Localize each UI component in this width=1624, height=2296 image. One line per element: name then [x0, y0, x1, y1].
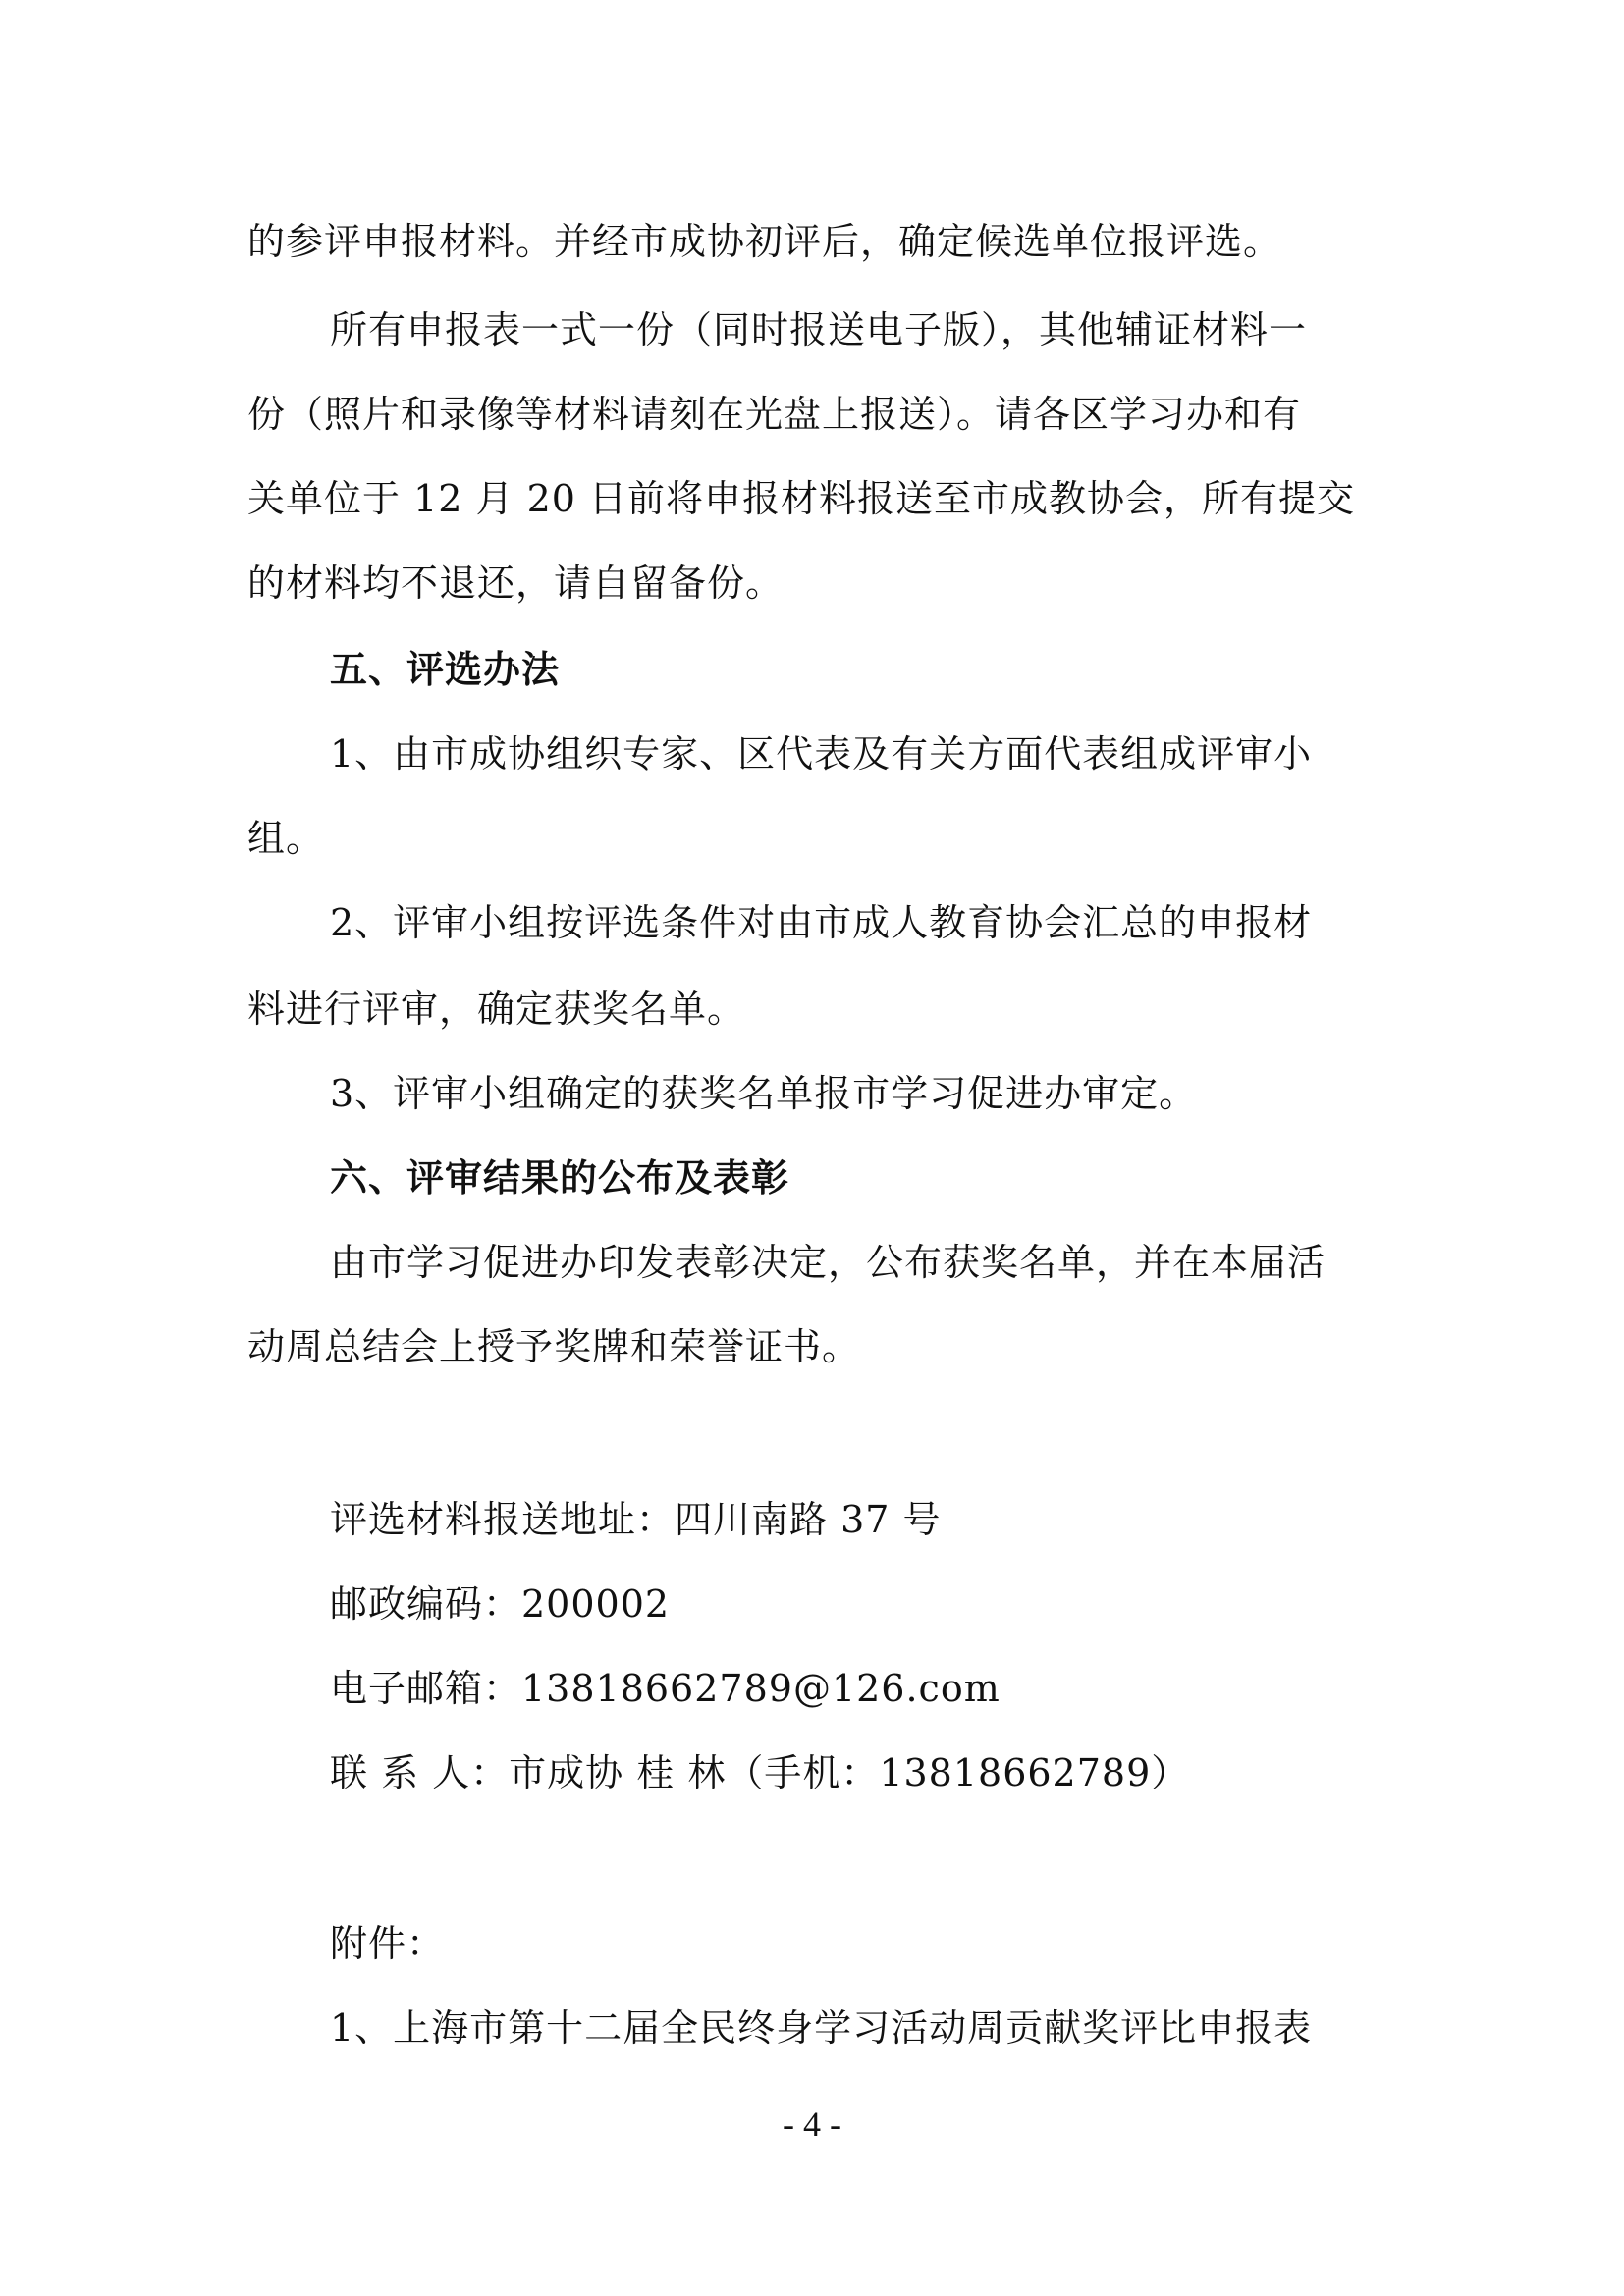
body-line: 组。: [247, 817, 325, 860]
page-number: - 4 -: [783, 2105, 841, 2144]
body-line: 由市学习促进办印发表彰决定，公布获奖名单，并在本届活: [330, 1241, 1326, 1284]
contact-address: 评选材料报送地址：四川南路 37 号: [330, 1498, 942, 1541]
contact-person: 联 系 人：市成协 桂 林（手机：13818662789）: [330, 1751, 1190, 1794]
body-line: 3、评审小组确定的获奖名单报市学习促进办审定。: [330, 1072, 1198, 1115]
body-line: 料进行评审，确定获奖名单。: [247, 988, 746, 1031]
body-line: 的材料均不退还，请自留备份。: [247, 561, 785, 605]
body-line: 1、由市成协组织专家、区代表及有关方面代表组成评审小: [330, 732, 1313, 775]
section-heading: 六、评审结果的公布及表彰: [330, 1155, 790, 1200]
contact-email: 电子邮箱：13818662789@126.com: [330, 1667, 1001, 1710]
body-line: 关单位于 12 月 20 日前将申报材料报送至市成教协会，所有提交: [247, 477, 1356, 520]
body-line: 的参评申报材料。并经市成协初评后，确定候选单位报评选。: [247, 220, 1282, 263]
body-line: 动周总结会上授予奖牌和荣誉证书。: [247, 1325, 861, 1368]
section-heading: 五、评选办法: [330, 647, 561, 691]
attachment-item: 1、上海市第十二届全民终身学习活动周贡献奖评比申报表: [330, 2006, 1313, 2050]
attachments-label: 附件：: [330, 1922, 446, 1965]
body-line: 2、评审小组按评选条件对由市成人教育协会汇总的申报材: [330, 901, 1313, 944]
body-line: 份（照片和录像等材料请刻在光盘上报送）。请各区学习办和有: [247, 393, 1302, 436]
body-line: 所有申报表一式一份（同时报送电子版），其他辅证材料一: [330, 308, 1308, 351]
contact-postcode: 邮政编码：200002: [330, 1582, 671, 1626]
